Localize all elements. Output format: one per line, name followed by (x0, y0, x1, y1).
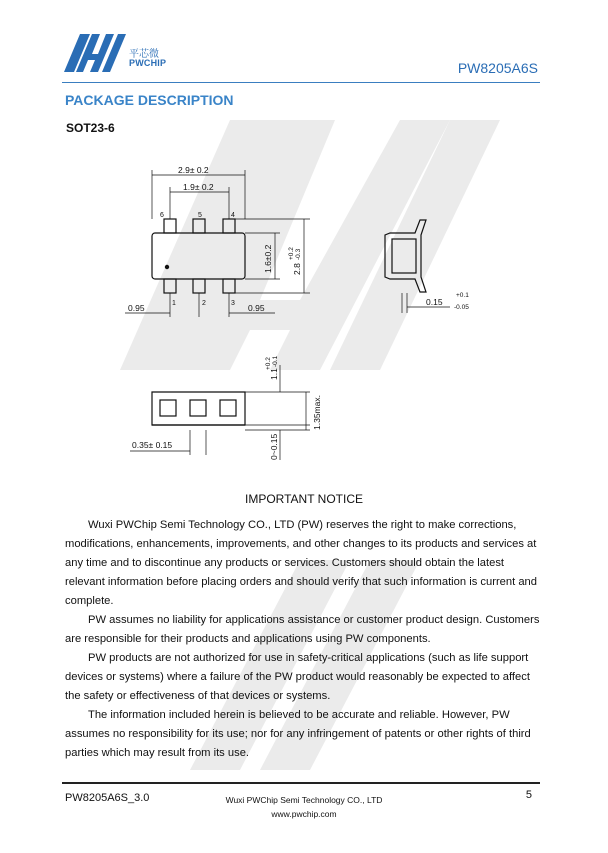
dim-overall-height: 2.8 (292, 263, 302, 275)
package-outline-drawing (110, 155, 490, 465)
dim-height-tol-plus: +0.2 (265, 357, 272, 370)
dim-overall-tol-minus: -0.3 (295, 248, 302, 260)
pin-label-3: 3 (231, 300, 235, 307)
page-number: 5 (525, 789, 532, 801)
dim-lead-tol-minus: -0.05 (454, 304, 469, 311)
notice-title: IMPORTANT NOTICE (244, 492, 363, 506)
footer-company: Wuxi PWChip Semi Technology CO., LTD (225, 795, 383, 805)
footer-doc-id: PW8205A6S_3.0 (65, 792, 150, 804)
notice-paragraph: Wuxi PWChip Semi Technology CO., LTD (PW) reserves the right to make corrections, modifications, enhancements, improvements, and other changes to its products and services at any time and to discontinue any products or services. Customers should obtain the latest relevant information before placing orders and should verify that such information is current and complete. (65, 519, 537, 607)
notice-paragraph: PW assumes no liability for applications assistance or customer product design. Customers are responsible for their products and applications using PW components. (65, 614, 540, 645)
pin-label-2: 2 (202, 300, 206, 307)
logo-english-name: PWCHIP (129, 58, 167, 68)
pin-label-6: 6 (160, 212, 164, 219)
logo-chinese-name: 平芯微 (129, 49, 159, 60)
pwchip-logo-icon (62, 28, 177, 80)
notice-paragraph: PW products are not authorized for use in safety-critical applications (such as life support devices or systems) where a failure of the PW product would reasonably be expected to affect the safety or effectiveness of that devices or systems. (65, 652, 530, 702)
dim-standoff: 0~0.15 (269, 433, 279, 460)
dim-max-height: 1.35max. (312, 395, 322, 430)
dim-height-tol-minus: -0.1 (272, 355, 279, 367)
package-name: SOT23-6 (66, 121, 115, 135)
header-part-number: PW8205A6S (457, 60, 538, 76)
dim-overall-tol-plus: +0.2 (288, 247, 295, 260)
pin-label-4: 4 (231, 212, 235, 219)
footer-divider (62, 782, 540, 784)
notice-paragraph: The information included herein is believed to be accurate and reliable. However, PW assumes no responsibility for its use; nor for any infringement of patents or other rights of third parties which may result from its use. (65, 709, 531, 759)
dim-lead-thickness: 0.15 (426, 297, 443, 307)
dim-body-height: 1.6±0.2 (263, 244, 273, 273)
dim-pitch-left: 0.95 (128, 303, 145, 313)
footer-company-block (0, 793, 608, 821)
section-title: PACKAGE DESCRIPTION (65, 92, 234, 108)
header-divider (62, 82, 540, 83)
pin-label-5: 5 (198, 212, 202, 219)
dim-pin-span: 1.9± 0.2 (183, 182, 214, 192)
dim-height-1-1: 1.1 (269, 368, 279, 380)
dim-lead-tol-plus: +0.1 (456, 292, 469, 299)
pin-label-1: 1 (172, 300, 176, 307)
notice-body (65, 516, 543, 763)
footer-website: www.pwchip.com (271, 809, 337, 819)
dim-pitch-right: 0.95 (248, 303, 265, 313)
dim-total-width: 2.9± 0.2 (178, 165, 209, 175)
dim-lead-width: 0.35± 0.15 (132, 440, 173, 450)
